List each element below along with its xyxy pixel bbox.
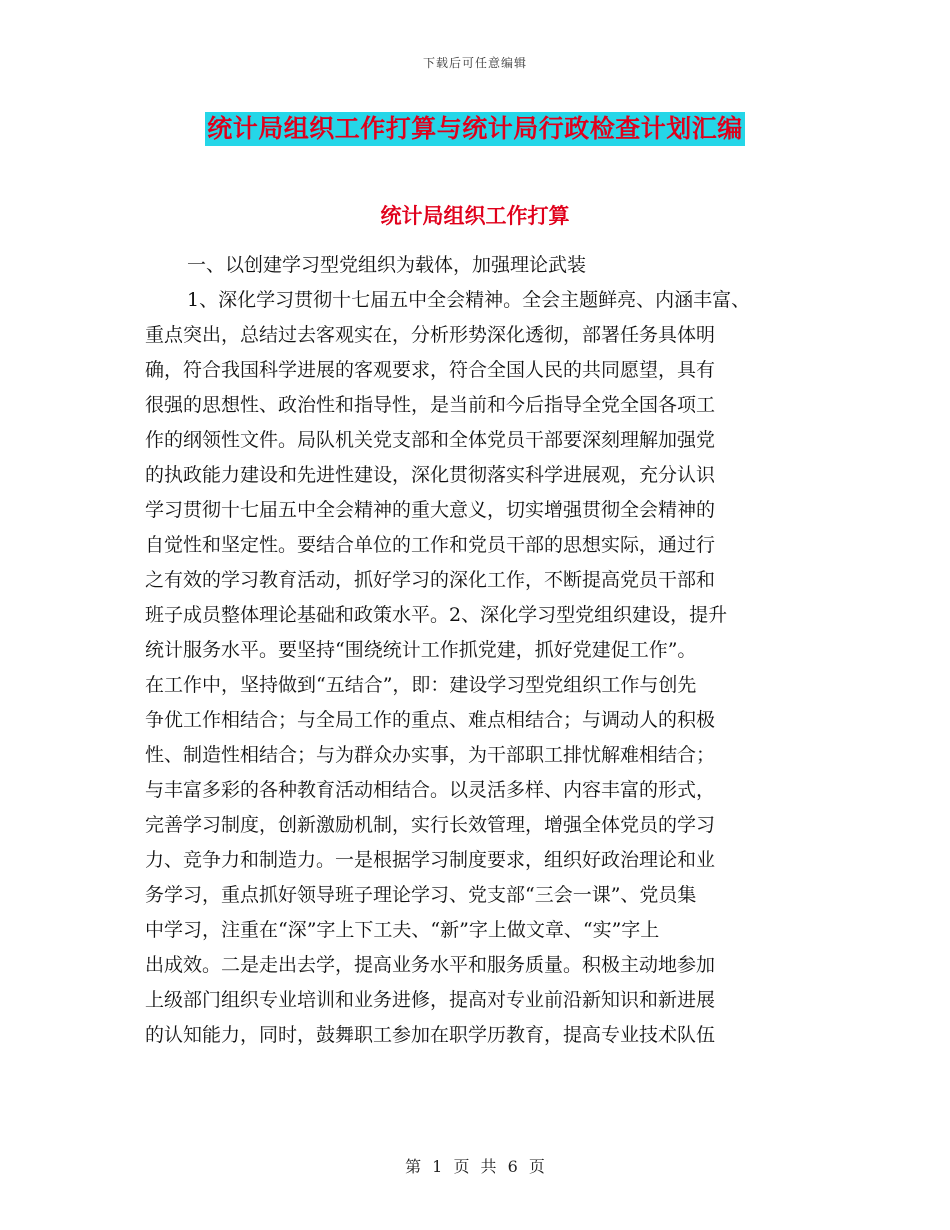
paragraph-line: 1、深化学习贯彻十七届五中全会精神。全会主题鲜亮、内涵丰富、 [187, 289, 751, 311]
paragraph-line: 的执政能力建设和先进性建设，深化贯彻落实科学进展观，充分认识 [145, 464, 716, 486]
paragraph-line: 重点突出，总结过去客观实在，分析形势深化透彻，部署任务具体明 [145, 324, 716, 346]
paragraph-line: 自觉性和坚定性。要结合单位的工作和党员干部的思想实际，通过行 [145, 534, 716, 556]
paragraph-line: 很强的思想性、政治性和指导性，是当前和今后指导全党全国各项工 [145, 394, 716, 416]
paragraph-line: 性、制造性相结合；与为群众办实事，为干部职工排忧解难相结合； [145, 744, 716, 766]
document-body [145, 248, 805, 1053]
paragraph-line: 之有效的学习教育活动，抓好学习的深化工作，不断提高党员干部和 [145, 569, 716, 591]
paragraph-line: 力、竞争力和制造力。一是根据学习制度要求，组织好政治理论和业 [145, 849, 716, 871]
paragraph-line: 中学习，注重在“深”字上下工夫、“新”字上做文章、“实”字上 [145, 919, 660, 941]
paragraph-line: 出成效。二是走出去学，提高业务水平和服务质量。积极主动地参加 [145, 954, 716, 976]
paragraph-line: 上级部门组织专业培训和业务进修，提高对专业前沿新知识和新进展 [145, 989, 716, 1011]
paragraph-line: 确，符合我国科学进展的客观要求，符合全国人民的共同愿望，具有 [145, 359, 716, 381]
paragraph-line: 完善学习制度，创新激励机制，实行长效管理，增强全体党员的学习 [145, 814, 716, 836]
paragraph-line: 的认知能力，同时，鼓舞职工参加在职学历教育，提高专业技术队伍 [145, 1024, 716, 1046]
paragraph-line: 作的纲领性文件。局队机关党支部和全体党员干部要深刻理解加强党 [145, 429, 716, 451]
paragraph-line: 学习贯彻十七届五中全会精神的重大意义，切实增强贯彻全会精神的 [145, 499, 716, 521]
section-title: 统计局组织工作打算 [380, 204, 570, 228]
document-title: 统计局组织工作打算与统计局行政检查计划汇编 [205, 112, 745, 146]
paragraph-line: 务学习，重点抓好领导班子理论学习、党支部“三会一课”、党员集 [145, 884, 697, 906]
paragraph-line: 与丰富多彩的各种教育活动相结合。以灵活多样、内容丰富的形式， [145, 779, 716, 801]
header-note: 下载后可任意编辑 [422, 56, 527, 70]
page-number-footer: 第 1 页 共 6 页 [405, 1157, 545, 1176]
paragraph-line: 在工作中，坚持做到“五结合”，即：建设学习型党组织工作与创先 [145, 674, 697, 696]
paragraph-line: 班子成员整体理论基础和政策水平。2、深化学习型党组织建设，提升 [145, 604, 728, 626]
document-title-container [0, 112, 950, 146]
heading-line: 一、以创建学习型党组织为载体，加强理论武装 [187, 254, 587, 276]
paragraph-line: 争优工作相结合；与全局工作的重点、难点相结合；与调动人的积极 [145, 709, 716, 731]
paragraph-line: 统计服务水平。要坚持“围绕统计工作抓党建，抓好党建促工作”。 [145, 639, 697, 661]
